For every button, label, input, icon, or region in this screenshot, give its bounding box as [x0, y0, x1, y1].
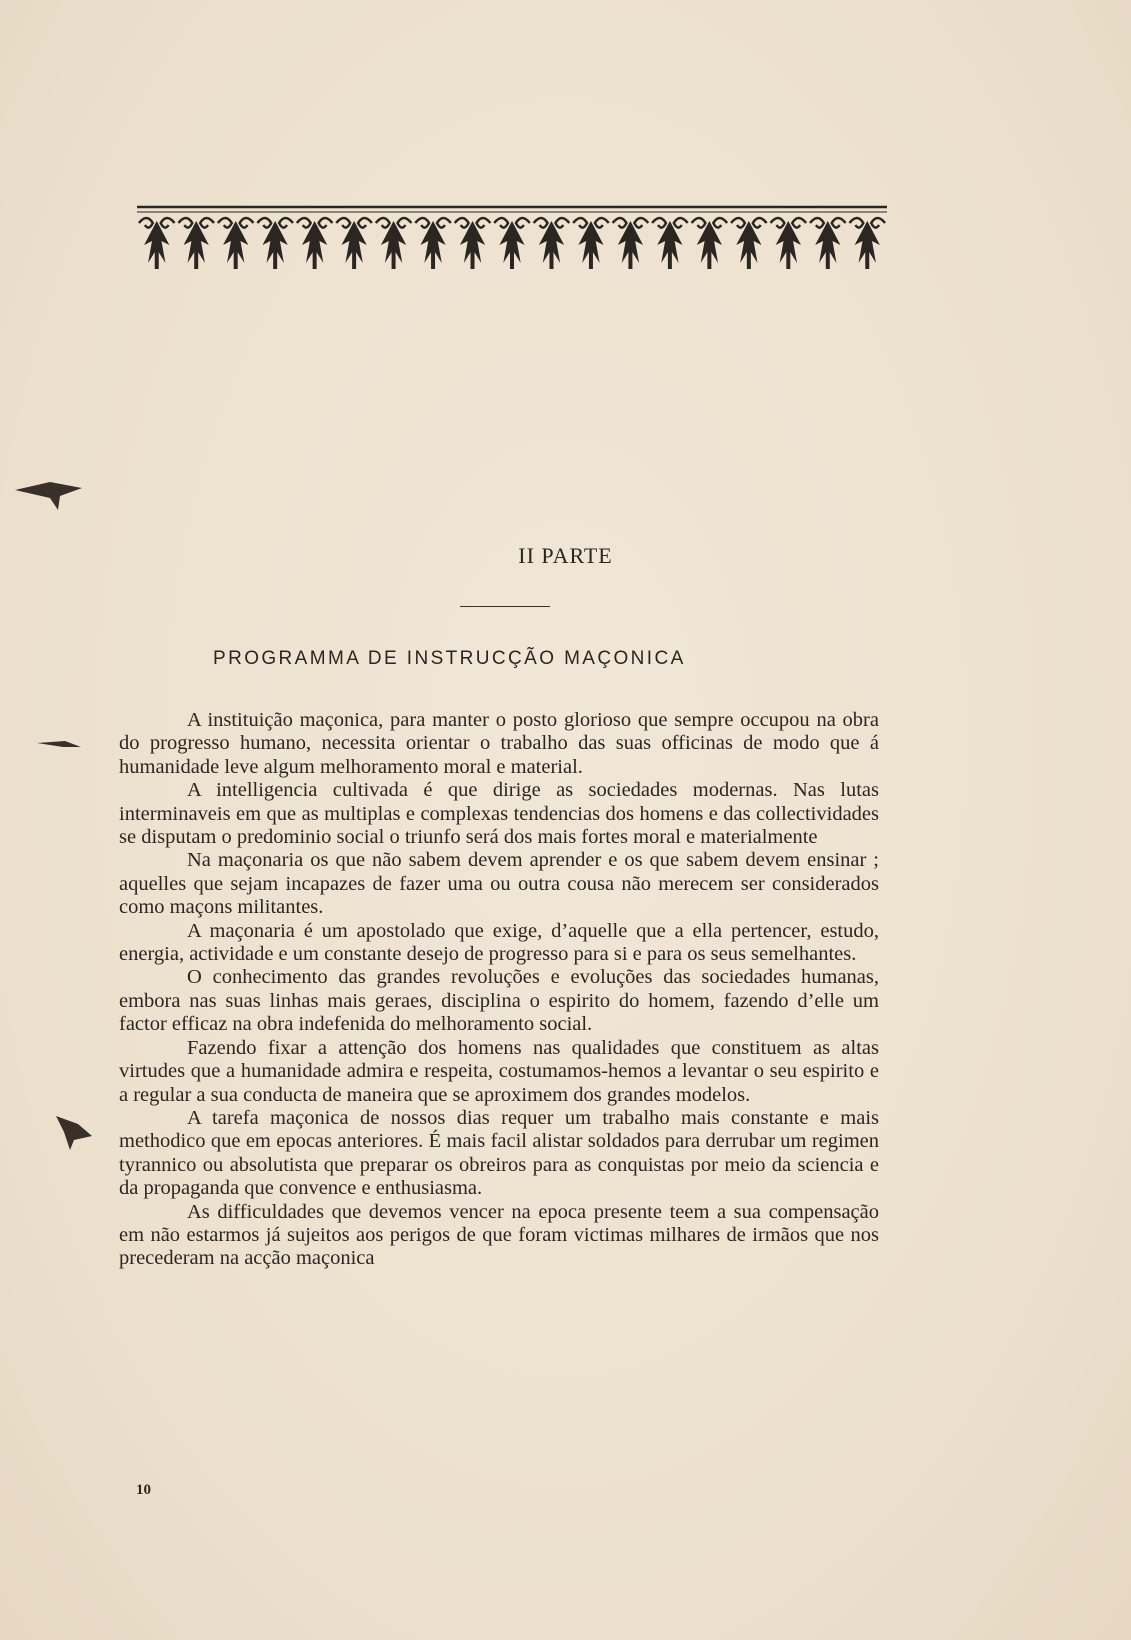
paper-damage-mark: [48, 1110, 98, 1155]
paragraph-7: A tarefa maçonica de nossos dias requer um trabalho mais constante e mais methodico que em epocas anteriores. É mais facil alistar soldados para derrubar um regimen tyrannico ou absolutista que preparar os obreiros para as conquistas por meio da sciencia e da propaganda que convence e enthusiasma.: [119, 1106, 879, 1200]
divider-rule: [460, 606, 550, 607]
ornament-motif: [692, 218, 728, 269]
paragraph-5: O conhecimento das grandes revoluções e evoluções das sociedades humanas, embora nas suas linhas mais geraes, disciplina o espirito do homem, fazendo d’elle um factor efficaz na obra indefenida do melhoramento social.: [119, 966, 879, 1036]
ornament-motif: [850, 218, 886, 269]
ornament-motif: [652, 218, 688, 269]
ornament-motif: [810, 218, 846, 269]
paper-damage-mark: [10, 470, 90, 520]
part-title: II PARTE: [518, 543, 613, 568]
floral-border-ornament-icon: [137, 205, 887, 275]
ornament-motif: [139, 218, 175, 269]
body-text: [119, 709, 879, 1271]
ornament-motif: [494, 218, 530, 269]
paragraph-3: Na maçonaria os que não sabem devem aprender e os que sabem devem ensinar ; aquelles que sejam incapazes de fazer uma ou outra cousa não merecem ser considerados como maçons militantes.: [119, 849, 879, 919]
ornament-motif: [731, 218, 767, 269]
ornament-motif: [218, 218, 254, 269]
paragraph-8: As difficuldades que devemos vencer na epoca presente teem a sua compensação em não estarmos já sujeitos aos perigos de que foram victimas milhares de irmãos que nos precederam na acção maçonica: [119, 1200, 879, 1270]
ornament-motif: [376, 218, 412, 269]
ornament-motif: [613, 218, 649, 269]
paragraph-6: Fazendo fixar a attenção dos homens nas qualidades que constituem as altas virtudes que a humanidade admira e respeita, costumamos-hemos a levantar o seu espirito e a regular a sua conducta de maneira que se aproximem dos grandes modelos.: [119, 1036, 879, 1106]
paragraph-4: A maçonaria é um apostolado que exige, d’aquelle que a ella pertencer, estudo, energia, actividade e um constante desejo de progresso para si e para os seus semelhantes.: [119, 919, 879, 966]
ornament-motif: [297, 218, 333, 269]
ornament-motif: [573, 218, 609, 269]
section-title: PROGRAMMA DE INSTRUCÇÃO MAÇONICA: [213, 648, 686, 669]
paragraph-1: A instituição maçonica, para manter o posto glorioso que sempre occupou na obra do progresso humano, necessita orientar o trabalho das suas officinas de modo que á humanidade leve algum melhoramento moral e material.: [119, 709, 879, 778]
paper-damage-mark: [35, 735, 85, 755]
ornament-motif: [534, 218, 570, 269]
ornament-motif: [415, 218, 451, 269]
ornament-motif: [257, 218, 293, 269]
ornament-motif: [771, 218, 807, 269]
ornament-motif: [178, 218, 214, 269]
page-number: 10: [136, 1482, 151, 1498]
ornament-motif: [455, 218, 491, 269]
paragraph-2: A intelligencia cultivada é que dirige as sociedades modernas. Nas lutas interminaveis em que as multiplas e complexas tendencias dos homens e das collectividades se disputam o predominio social o triunfo será dos mais fortes moral e materialmente: [119, 779, 879, 849]
ornament-motif: [336, 218, 372, 269]
